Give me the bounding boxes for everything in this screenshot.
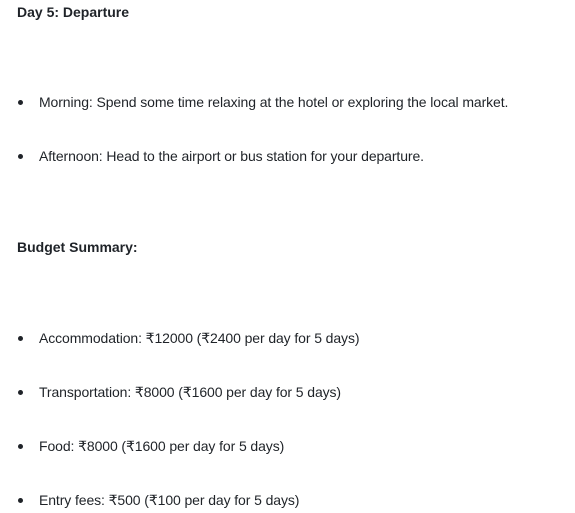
- list-item: [17, 146, 424, 166]
- list-item-text: Morning: Spend some time relaxing at the hotel or exploring the local market.: [39, 94, 509, 110]
- list-item: [17, 328, 359, 348]
- list-item-text: Accommodation: ₹12000 (₹2400 per day for 5 days): [39, 330, 360, 346]
- bullet-icon: [18, 100, 23, 105]
- list-item: [17, 382, 341, 402]
- day5-heading: Day 5: Departure: [17, 4, 130, 20]
- list-item: [17, 436, 284, 456]
- bullet-icon: [18, 444, 23, 449]
- bullet-icon: [18, 390, 23, 395]
- bullet-icon: [18, 154, 23, 159]
- budget-summary-heading: Budget Summary:: [17, 239, 138, 255]
- list-item-text: Food: ₹8000 (₹1600 per day for 5 days): [39, 438, 285, 454]
- list-item-text: Entry fees: ₹500 (₹100 per day for 5 days): [39, 492, 300, 508]
- list-item-text: Transportation: ₹8000 (₹1600 per day for 5 days): [39, 384, 341, 400]
- bullet-icon: [18, 498, 23, 503]
- list-item-text: Afternoon: Head to the airport or bus station for your departure.: [39, 148, 424, 164]
- bullet-icon: [18, 336, 23, 341]
- list-item: [17, 490, 299, 510]
- list-item: [17, 92, 508, 112]
